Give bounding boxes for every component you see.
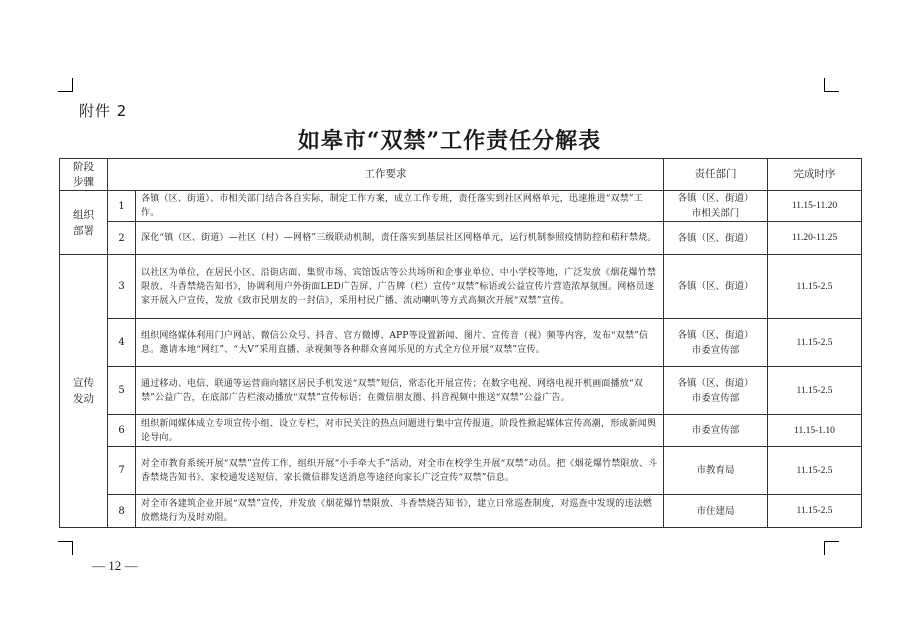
row-department xyxy=(664,222,768,255)
row-requirement: 以社区为单位，在居民小区、沿街店面、集贸市场、宾馆饭店等公共场所和企事业单位、中小学校等地，广泛发放《烟花爆竹禁限放、斗香禁烧告知书》，协调利用户外街面LED广告屏、广告牌（栏）宣传“双禁”标语或公益宣传片营造浓厚氛围。网格员逐家开展入户宣传，发放《致市民朋友的一封信》，采用村民广播、流动喇叭等方式高频次开展“双禁”宣传。 xyxy=(136,255,664,319)
row-number: 4 xyxy=(108,319,136,367)
header-deadline: 完成时序 xyxy=(768,159,862,191)
department-line1: 市委宣传部 xyxy=(691,425,740,436)
phase-line2: 部署 xyxy=(73,224,94,237)
department-line1: 各镇（区、街道） xyxy=(677,329,754,341)
row-number: 8 xyxy=(108,495,136,528)
crop-mark xyxy=(72,78,73,92)
department-line1: 各镇（区、街道） xyxy=(677,281,754,292)
row-requirement: 对全市教育系统开展“双禁”宣传工作，组织开展“小手牵大手”活动，对全市在校学生开展“双禁”动员。把《烟花爆竹禁限放、斗香禁烧告知书》、家校通发送短信、家长微信群发送消息等途径向家长广泛宣传“双禁”信息。 xyxy=(136,447,664,495)
row-requirement: 组织网络媒体利用门户网站、微信公众号、抖音、官方微博、APP等设置新闻、图片、宣传音（视）频等内容，发布“双禁”信息。邀请本地“网红”、“大V”采用直播、录视频等各种群众喜闻乐见的方式全方位开展“双禁”宣传。 xyxy=(136,319,664,367)
crop-mark xyxy=(72,541,73,555)
row-number: 7 xyxy=(108,447,136,495)
row-deadline: 11.15-1.10 xyxy=(768,415,862,447)
table-row xyxy=(60,191,862,222)
row-deadline: 11.15-2.5 xyxy=(768,495,862,528)
attachment-label: 附件 2 xyxy=(79,102,128,120)
crop-mark xyxy=(824,541,825,555)
phase-cell-organize xyxy=(60,191,108,255)
header-department: 责任部门 xyxy=(664,159,768,191)
table-row xyxy=(60,495,862,528)
phase-line1: 组织 xyxy=(73,208,94,221)
department-line2: 市相关部门 xyxy=(691,208,740,219)
crop-mark xyxy=(58,541,72,542)
row-number: 2 xyxy=(108,222,136,255)
row-deadline: 11.15-2.5 xyxy=(768,319,862,367)
row-department xyxy=(664,495,768,528)
table-header-row xyxy=(60,159,862,191)
row-deadline: 11.15-2.5 xyxy=(768,367,862,415)
table-row xyxy=(60,447,862,495)
header-phase-line2: 步骤 xyxy=(73,175,94,188)
row-deadline: 11.15-2.5 xyxy=(768,447,862,495)
department-line1: 各镇（区、街道） xyxy=(677,377,754,389)
crop-mark xyxy=(58,91,72,92)
department-line1: 各镇（区、街道） xyxy=(677,232,754,244)
phase-cell-publicize xyxy=(60,255,108,528)
row-department xyxy=(664,319,768,367)
crop-mark xyxy=(825,91,839,92)
phase-line2: 发动 xyxy=(73,393,94,405)
department-line2: 市委宣传部 xyxy=(691,344,740,356)
row-requirement: 各镇（区、街道）、市相关部门结合各自实际，制定工作方案，成立工作专班，责任落实到社区网格单元，迅速推进“双禁”工作。 xyxy=(136,191,664,222)
row-requirement: 对全市各建筑企业开展“双禁”宣传，并发放《烟花爆竹禁限放、斗香禁烧告知书》，建立日常巡查制度，对巡查中发现的违法燃放燃烧行为及时劝阻。 xyxy=(136,495,664,528)
row-number: 1 xyxy=(108,191,136,222)
row-deadline: 11.15-2.5 xyxy=(768,255,862,319)
row-department xyxy=(664,255,768,319)
department-line2: 市委宣传部 xyxy=(691,392,740,404)
table-row xyxy=(60,415,862,447)
row-department xyxy=(664,191,768,222)
row-department xyxy=(664,367,768,415)
table-row xyxy=(60,319,862,367)
phase-line1: 宣传 xyxy=(73,377,94,389)
table-row xyxy=(60,222,862,255)
crop-mark xyxy=(824,78,825,92)
header-phase xyxy=(60,159,108,191)
department-line1: 各镇（区、街道） xyxy=(677,193,754,204)
department-line1: 市住建局 xyxy=(696,505,735,517)
row-number: 3 xyxy=(108,255,136,319)
row-department xyxy=(664,447,768,495)
row-deadline: 11.15-11.20 xyxy=(768,191,862,222)
row-requirement: 通过移动、电信、联通等运营商向辖区居民手机发送“双禁”短信，常态化开展宣传；在数字电视、网络电视开机画面播放“双禁”公益广告，在底部广告栏滚动播放“双禁”宣传标语；在微信朋友圈、抖音视频中推送“双禁”公益广告。 xyxy=(136,367,664,415)
header-phase-line1: 阶段 xyxy=(73,160,94,173)
document-title: 如皋市“双禁”工作责任分解表 xyxy=(297,128,602,154)
row-number: 6 xyxy=(108,415,136,447)
row-deadline: 11.20-11.25 xyxy=(768,222,862,255)
row-requirement: 组织新闻媒体成立专项宣传小组、设立专栏，对市民关注的热点问题进行集中宣传报道，阶段性掀起媒体宣传高潮，形成新闻舆论导向。 xyxy=(136,415,664,447)
row-requirement: 深化“镇（区、街道）—社区（村）—网格”三级联动机制，责任落实到基层社区网格单元，运行机制参照疫情防控和秸秆禁烧。 xyxy=(136,222,664,255)
header-requirement: 工作要求 xyxy=(108,159,664,191)
crop-mark xyxy=(825,541,839,542)
responsibility-table xyxy=(59,158,862,528)
table-row xyxy=(60,367,862,415)
table-row xyxy=(60,255,862,319)
department-line1: 市教育局 xyxy=(696,465,735,476)
row-number: 5 xyxy=(108,367,136,415)
row-department xyxy=(664,415,768,447)
page-number: — 12 — xyxy=(92,558,138,573)
